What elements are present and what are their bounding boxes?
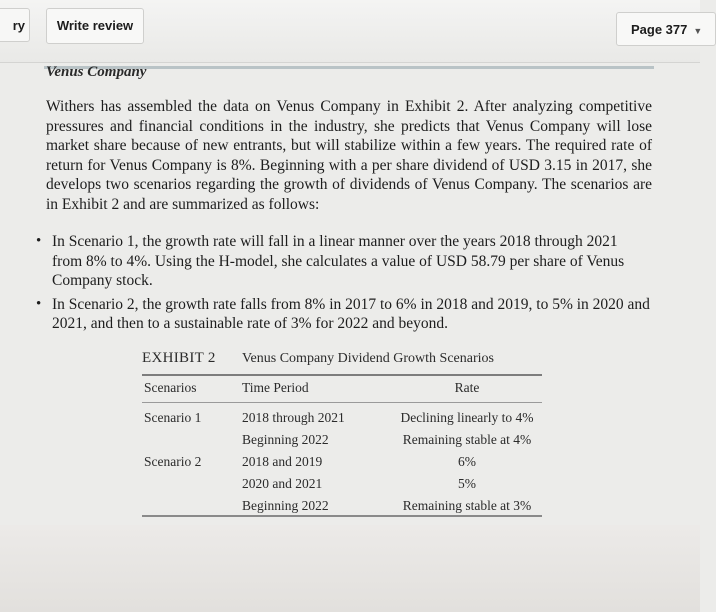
write-review-button[interactable]: Write review: [46, 8, 144, 44]
bullet-icon: •: [36, 295, 42, 312]
section-title: Venus Company: [46, 64, 147, 80]
scenario-bullet-list: [30, 232, 650, 338]
table-cell: Scenario 2: [144, 454, 202, 469]
page-selector[interactable]: [616, 12, 716, 46]
table-row: [142, 407, 542, 429]
table-cell: 2020 and 2021: [242, 476, 323, 491]
column-header: Time Period: [242, 380, 309, 395]
table-cell: Declining linearly to 4%: [400, 410, 534, 425]
list-item: [30, 232, 650, 291]
page-label: Page 377: [631, 22, 688, 37]
page-background: [0, 525, 700, 612]
table-cell: Beginning 2022: [242, 432, 329, 447]
exhibit-header: [142, 350, 542, 372]
table-row: [142, 473, 542, 495]
table-cell: Scenario 1: [144, 410, 202, 425]
table-row: [142, 429, 542, 451]
intro-paragraph: Withers has assembled the data on Venus Company in Exhibit 2. After analyzing competitive pressures and financial conditions in the industry, she predicts that Venus Company will lose market share because of new entrants, but will stabilize within a few years. The required rate of return for Venus Company is 8%. Beginning with a per share dividend of USD 3.15 in 2017, she develops two scenarios regarding the growth of dividends of Venus Company. The scenarios are in Exhibit 2 and are summarized as follows:: [46, 98, 652, 213]
table-bottom-rule: [142, 515, 542, 517]
column-header: Rate: [454, 380, 480, 395]
exhibit-label: EXHIBIT 2: [142, 350, 216, 366]
table-cell: 5%: [458, 476, 476, 491]
summary-tab[interactable]: ry: [0, 8, 30, 42]
exhibit-table: [142, 350, 542, 517]
bullet-icon: •: [36, 233, 42, 249]
table-cell: Remaining stable at 4%: [402, 432, 532, 447]
column-header: Scenarios: [144, 380, 197, 395]
table-cell: Remaining stable at 3%: [402, 498, 532, 513]
table-cell: 2018 through 2021: [242, 410, 345, 425]
table-header-row: [142, 376, 542, 400]
table-row: [142, 495, 542, 517]
table-row: [142, 451, 542, 473]
table-cell: 6%: [458, 454, 476, 469]
table-cell: 2018 and 2019: [242, 454, 323, 469]
bullet-text: In Scenario 2, the growth rate falls from 8% in 2017 to 6% in 2018 and 2019, to 5% in 2020 and 2021, and then to a sustainable rate of 3% for 2022 and beyond.: [52, 295, 650, 333]
list-item: [30, 295, 650, 334]
bullet-text: In Scenario 1, the growth rate will fall in a linear manner over the years 2018 through 2021 from 8% to 4%. Using the H-model, she calculates a value of USD 58.79 per share of Venus Company stock.: [52, 233, 625, 290]
top-toolbar: [0, 0, 703, 63]
table-cell: Beginning 2022: [242, 498, 329, 513]
exhibit-title: Venus Company Dividend Growth Scenarios: [242, 351, 494, 366]
chevron-down-icon: ▼: [693, 26, 703, 36]
